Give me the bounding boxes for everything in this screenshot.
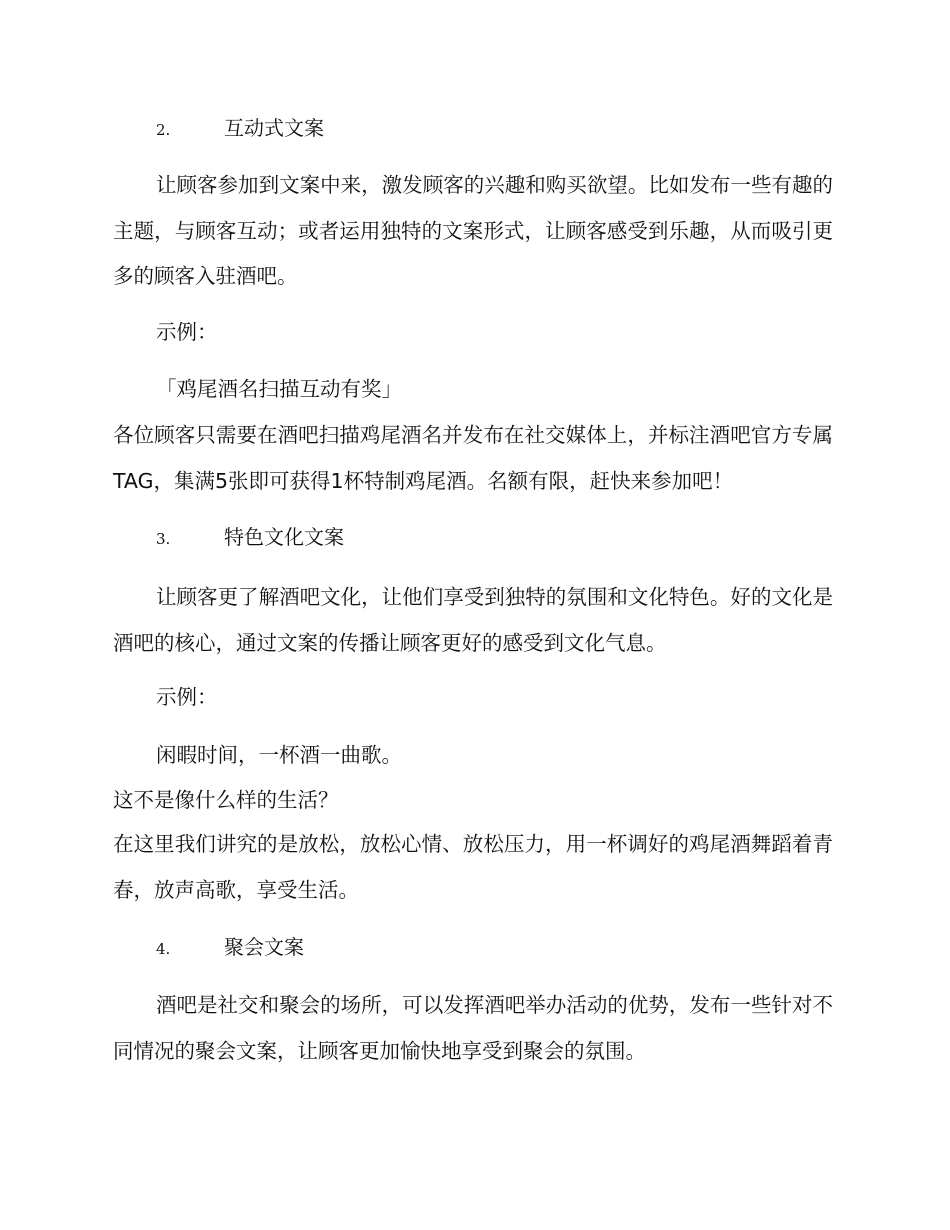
section-title: 特色文化文案 bbox=[224, 525, 344, 549]
section-number: 4. bbox=[156, 940, 171, 958]
section-number: 2. bbox=[156, 121, 171, 139]
example-paragraph: 各位顾客只需要在酒吧扫描鸡尾酒名并发布在社交媒体上，并标注酒吧官方专属TAG，集满5张即可获得1杯特制鸡尾酒。名额有限，赶快来参加吧！ bbox=[113, 423, 833, 493]
section-body-paragraph: 让顾客更了解酒吧文化，让他们享受到独特的氛围和文化特色。好的文化是酒吧的核心，通过文案的传播让顾客更好的感受到文化气息。 bbox=[113, 585, 833, 655]
example-title: 「鸡尾酒名扫描互动有奖」 bbox=[156, 377, 402, 401]
section-body-paragraph: 让顾客参加到文案中来，激发顾客的兴趣和购买欲望。比如发布一些有趣的主题，与顾客互动；或者运用独特的文案形式，让顾客感受到乐趣，从而吸引更多的顾客入驻酒吧。 bbox=[113, 173, 833, 288]
section-number: 3. bbox=[156, 530, 171, 548]
example-line: 闲暇时间，一杯酒一曲歌。 bbox=[156, 743, 402, 767]
example-label: 示例： bbox=[156, 685, 218, 709]
section-heading-2 bbox=[156, 113, 324, 143]
example-line: 这不是像什么样的生活？ bbox=[113, 788, 339, 812]
section-title: 互动式文案 bbox=[224, 116, 324, 140]
example-paragraph: 在这里我们讲究的是放松，放松心情、放松压力，用一杯调好的鸡尾酒舞蹈着青春，放声高歌，享受生活。 bbox=[113, 832, 833, 902]
example-label: 示例： bbox=[156, 320, 218, 344]
section-title: 聚会文案 bbox=[224, 935, 304, 959]
section-heading-4 bbox=[156, 932, 304, 962]
section-heading-3 bbox=[156, 522, 344, 552]
section-body-paragraph: 酒吧是社交和聚会的场所，可以发挥酒吧举办活动的优势，发布一些针对不同情况的聚会文案，让顾客更加愉快地享受到聚会的氛围。 bbox=[113, 993, 833, 1063]
